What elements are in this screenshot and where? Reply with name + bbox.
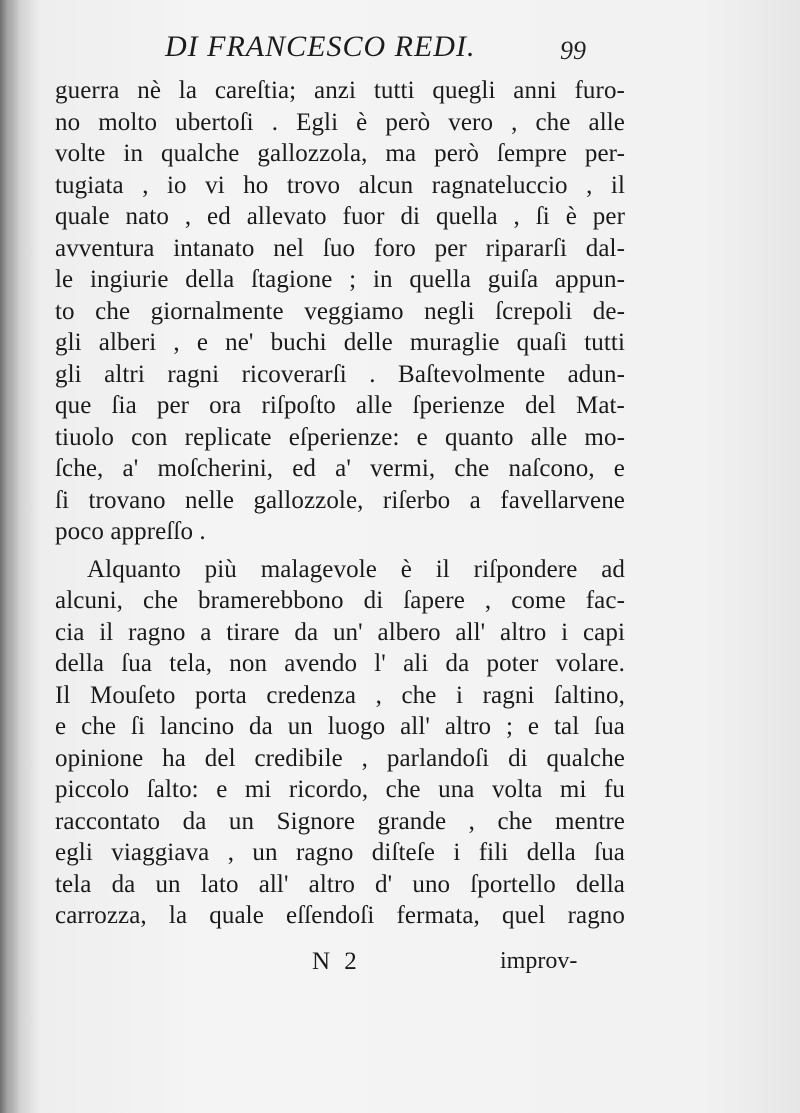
paragraph-2 <box>55 554 625 932</box>
text-line: opinione ha del credibile , parlandoſi di qualche <box>55 744 625 772</box>
signature-mark: N 2 <box>312 948 361 975</box>
text-line: ſche, a' moſcherini, ed a' vermi, che naſcono, e <box>55 455 625 482</box>
text-line: piccolo ſalto: e mi ricordo, che una volta mi fu <box>55 776 625 803</box>
page-footer <box>0 948 800 982</box>
text-line: gli altri ragni ricoverarſi . Baſtevolmente adun- <box>55 360 625 388</box>
text-line: raccontato da un Signore grande , che mentre <box>55 807 625 835</box>
text-line: quale nato , ed allevato fuor di quella , ſi è per <box>55 203 625 230</box>
text-line: e che ſi lancino da un luogo all' altro ; e tal ſua <box>55 713 625 740</box>
page-number: 99 <box>560 36 586 65</box>
text-line: to che giornalmente veggiamo negli ſcrepoli de- <box>55 297 625 325</box>
text-line: le ingiurie della ſtagione ; in quella guiſa appun- <box>55 266 625 293</box>
text-line: tugiata , io vi ho trovo alcun ragnateluccio , il <box>55 171 625 199</box>
text-line: poco appreſſo . <box>55 518 206 545</box>
text-line: avventura intanato nel ſuo foro per ripararſi dal- <box>55 234 625 262</box>
text-line: que ſia per ora riſpoſto alle ſperienze del Mat- <box>55 392 625 419</box>
text-line: Il Mouſeto porta credenza , che i ragni ſaltino, <box>55 681 625 709</box>
catchword: improv- <box>500 948 578 974</box>
body-text <box>55 75 625 932</box>
paragraph-1 <box>55 75 625 548</box>
text-line: cia il ragno a tirare da un' albero all' altro i capi <box>55 618 625 646</box>
gutter-shadow <box>0 0 20 1113</box>
text-line: della ſua tela, non avendo l' ali da poter volare. <box>55 650 625 677</box>
page-header <box>0 30 800 70</box>
text-line: tela da un lato all' altro d' uno ſportello della <box>55 870 625 898</box>
text-line: alcuni, che bramerebbono di ſapere , come fac- <box>55 587 625 614</box>
text-line: Alquanto più malagevole è il riſpondere ad <box>87 555 625 583</box>
text-line: volte in qualche gallozzola, ma però ſempre per- <box>55 140 625 167</box>
text-line: gli alberi , e ne' buchi delle muraglie quaſi tutti <box>55 329 625 356</box>
text-line: tiuolo con replicate eſperienze: e quanto alle mo- <box>55 423 625 451</box>
text-line: no molto ubertoſi . Egli è però vero , che alle <box>55 108 625 136</box>
text-line: egli viaggiava , un ragno diſteſe i fili della ſua <box>55 839 625 866</box>
text-line: guerra nè la careſtia; anzi tutti quegli anni furo- <box>55 77 625 104</box>
text-line: carrozza, la quale eſſendoſi fermata, quel ragno <box>55 902 625 929</box>
running-head: DI FRANCESCO REDI. <box>165 30 476 63</box>
text-line: ſi trovano nelle gallozzole, riſerbo a favellarvene <box>55 486 625 514</box>
